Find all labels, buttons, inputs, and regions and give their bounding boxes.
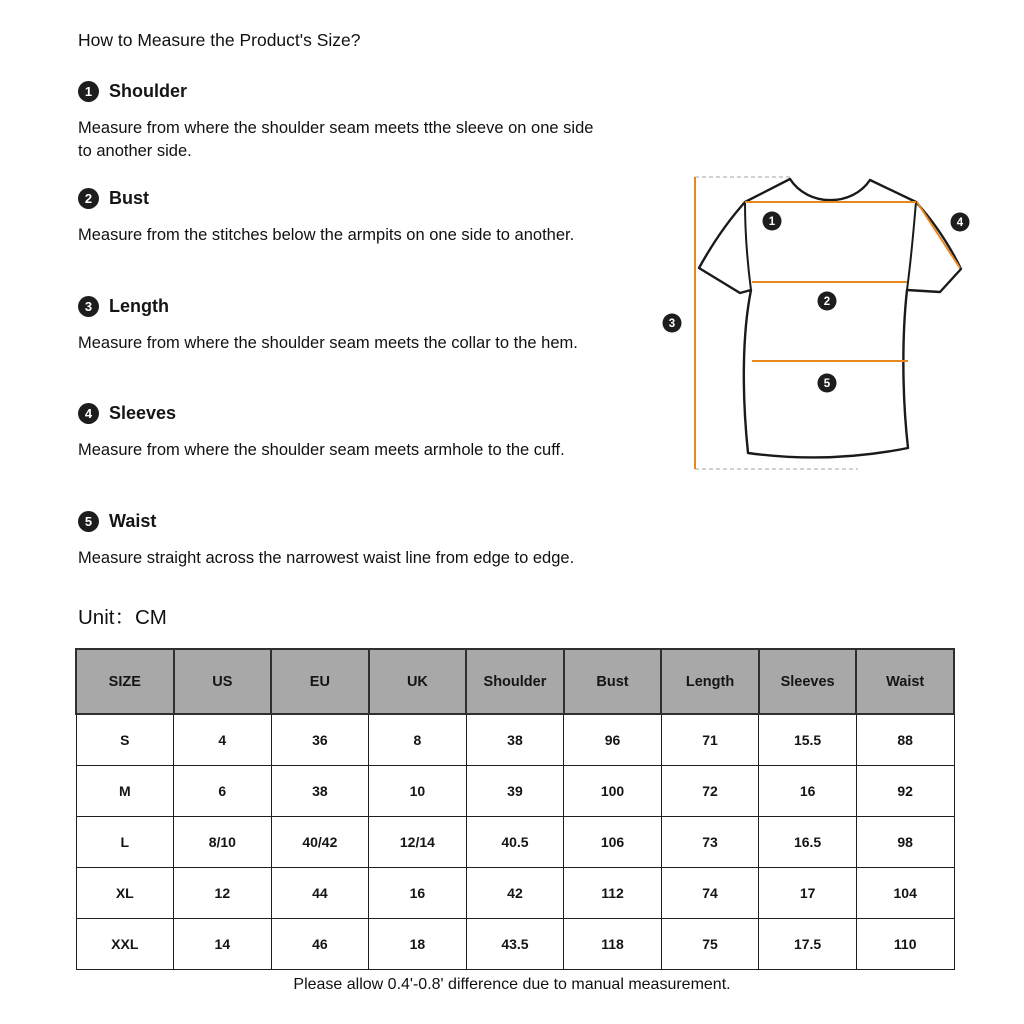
- value-cell: 8/10: [174, 817, 272, 868]
- value-cell: 38: [466, 714, 564, 766]
- step-heading: [78, 187, 602, 209]
- unit-label: Unit：CM: [78, 606, 167, 629]
- value-cell: 92: [856, 766, 954, 817]
- size-row-xl: [76, 868, 954, 919]
- svg-text:2: 2: [823, 296, 831, 308]
- size-table: [75, 648, 955, 970]
- value-cell: 75: [661, 919, 759, 970]
- step-number-badge: 5: [78, 511, 99, 532]
- value-cell: 4: [174, 714, 272, 766]
- value-cell: 72: [661, 766, 759, 817]
- column-header-bust: Bust: [564, 649, 662, 714]
- step-heading: [78, 80, 602, 102]
- value-cell: 17.5: [759, 919, 857, 970]
- column-header-sleeves: Sleeves: [759, 649, 857, 714]
- column-header-waist: Waist: [856, 649, 954, 714]
- page-title: How to Measure the Product's Size?: [78, 30, 361, 50]
- svg-text:4: 4: [956, 217, 964, 229]
- value-cell: 12/14: [369, 817, 467, 868]
- column-header-shoulder: Shoulder: [466, 649, 564, 714]
- value-cell: 15.5: [759, 714, 857, 766]
- value-cell: 96: [564, 714, 662, 766]
- value-cell: 40/42: [271, 817, 369, 868]
- size-row-s: [76, 714, 954, 766]
- step-number-badge: 3: [78, 296, 99, 317]
- tshirt-outline: [699, 179, 961, 457]
- size-cell: M: [76, 766, 174, 817]
- value-cell: 17: [759, 868, 857, 919]
- value-cell: 14: [174, 919, 272, 970]
- marker-sleeves: [951, 213, 970, 232]
- column-header-eu: EU: [271, 649, 369, 714]
- size-row-l: [76, 817, 954, 868]
- step-description: Measure from where the shoulder seam meets tthe sleeve on one side to another side.: [78, 119, 594, 160]
- value-cell: 12: [174, 868, 272, 919]
- value-cell: 46: [271, 919, 369, 970]
- step-number-badge: 4: [78, 403, 99, 424]
- value-cell: 16: [369, 868, 467, 919]
- value-cell: 6: [174, 766, 272, 817]
- step-description: Measure from where the shoulder seam meets the collar to the hem.: [78, 334, 578, 352]
- value-cell: 18: [369, 919, 467, 970]
- svg-text:3: 3: [668, 318, 676, 330]
- svg-text:1: 1: [768, 216, 776, 228]
- svg-text:5: 5: [823, 378, 831, 390]
- value-cell: 38: [271, 766, 369, 817]
- column-header-us: US: [174, 649, 272, 714]
- marker-length: [663, 314, 682, 333]
- value-cell: 98: [856, 817, 954, 868]
- step-number-badge: 2: [78, 188, 99, 209]
- step-description: Measure straight across the narrowest waist line from edge to edge.: [78, 549, 575, 567]
- column-header-uk: UK: [369, 649, 467, 714]
- marker-bust: [818, 292, 837, 311]
- step-label: Bust: [109, 187, 149, 208]
- measure-step-length: [78, 295, 602, 355]
- value-cell: 43.5: [466, 919, 564, 970]
- value-cell: 36: [271, 714, 369, 766]
- measure-step-sleeves: [78, 402, 602, 462]
- value-cell: 112: [564, 868, 662, 919]
- step-description: Measure from the stitches below the armpits on one side to another.: [78, 226, 575, 244]
- value-cell: 42: [466, 868, 564, 919]
- column-header-length: Length: [661, 649, 759, 714]
- step-description: Measure from where the shoulder seam meets armhole to the cuff.: [78, 441, 565, 459]
- measure-step-bust: [78, 187, 602, 247]
- marker-waist: [818, 374, 837, 393]
- value-cell: 110: [856, 919, 954, 970]
- value-cell: 106: [564, 817, 662, 868]
- tshirt-diagram: [640, 150, 1024, 490]
- step-label: Length: [109, 295, 169, 316]
- size-table-header-row: [76, 649, 954, 714]
- value-cell: 44: [271, 868, 369, 919]
- value-cell: 10: [369, 766, 467, 817]
- value-cell: 16: [759, 766, 857, 817]
- size-cell: XL: [76, 868, 174, 919]
- value-cell: 118: [564, 919, 662, 970]
- measure-step-waist: [78, 510, 602, 570]
- footer-note: Please allow 0.4'-0.8' difference due to manual measurement.: [293, 976, 731, 993]
- value-cell: 40.5: [466, 817, 564, 868]
- size-cell: L: [76, 817, 174, 868]
- value-cell: 16.5: [759, 817, 857, 868]
- step-heading: [78, 295, 602, 317]
- step-label: Waist: [109, 510, 157, 531]
- step-number-badge: 1: [78, 81, 99, 102]
- value-cell: 71: [661, 714, 759, 766]
- column-header-size: SIZE: [76, 649, 174, 714]
- step-label: Sleeves: [109, 402, 177, 423]
- step-heading: [78, 510, 602, 532]
- marker-shoulder: [763, 212, 782, 231]
- value-cell: 104: [856, 868, 954, 919]
- measure-step-shoulder: [78, 80, 602, 162]
- value-cell: 39: [466, 766, 564, 817]
- value-cell: 100: [564, 766, 662, 817]
- size-cell: XXL: [76, 919, 174, 970]
- value-cell: 8: [369, 714, 467, 766]
- value-cell: 73: [661, 817, 759, 868]
- size-cell: S: [76, 714, 174, 766]
- step-heading: [78, 402, 602, 424]
- step-label: Shoulder: [109, 80, 188, 101]
- size-row-m: [76, 766, 954, 817]
- size-row-xxl: [76, 919, 954, 970]
- value-cell: 74: [661, 868, 759, 919]
- value-cell: 88: [856, 714, 954, 766]
